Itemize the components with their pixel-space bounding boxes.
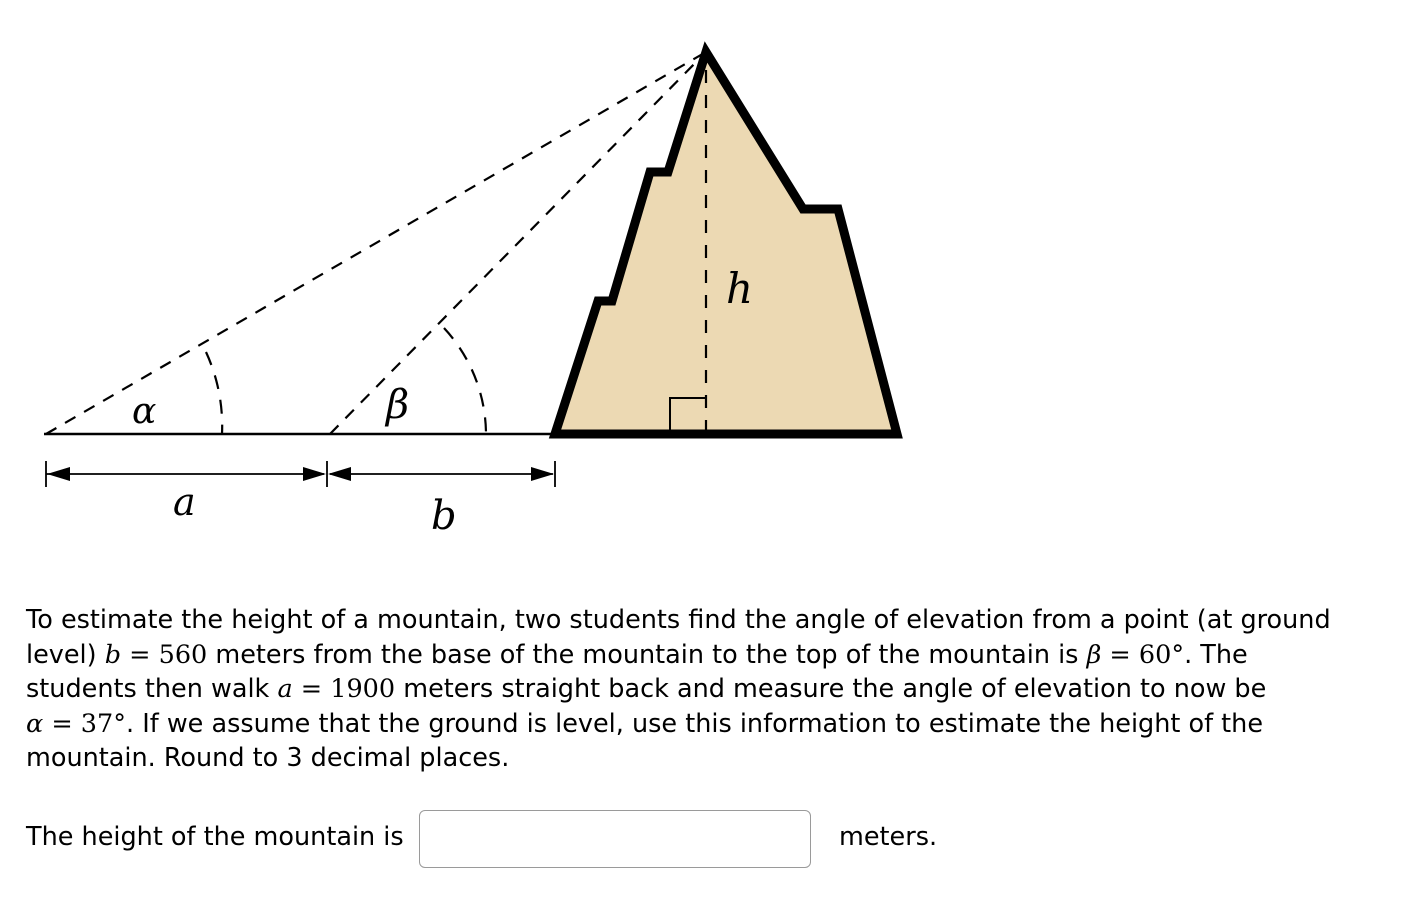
answer-input[interactable] [419, 810, 811, 868]
dimension-a-right-arrow [303, 467, 326, 481]
problem-line-5: mountain. Round to 3 decimal places. [26, 743, 510, 773]
variable-alpha: α [26, 708, 44, 739]
answer-row [26, 810, 1396, 870]
dimension-b-left-arrow [328, 467, 351, 481]
answer-prompt: The height of the mountain is [26, 822, 404, 852]
problem-line-2-middle: meters from the base of the mountain to the top of the mountain is [215, 639, 1087, 670]
problem-line-3-end: meters straight back and measure the angle of elevation to now be [403, 674, 1267, 704]
label-h: h [726, 264, 754, 313]
label-beta: β [386, 382, 410, 428]
label-alpha: α [132, 391, 157, 432]
problem-statement [26, 603, 1396, 776]
dimension-b-right-arrow [531, 467, 554, 481]
variable-a: a [277, 674, 293, 704]
problem-line-1: To estimate the height of a mountain, two students find the angle of elevation from a point (at ground [26, 605, 1331, 635]
variable-b: b [104, 639, 122, 670]
problem-line-2-end: . The [1184, 639, 1248, 670]
angle-arc-alpha [206, 352, 222, 434]
equation-a-value: = 1900 [292, 674, 404, 704]
variable-beta: β [1086, 639, 1102, 670]
problem-line-2-start: level) [26, 639, 105, 670]
label-b: b [431, 493, 457, 539]
angle-arc-beta [444, 328, 486, 434]
equation-alpha-value: = 37° [43, 708, 127, 739]
dimension-a-left-arrow [47, 467, 70, 481]
equation-b-value: = 560 [121, 639, 216, 670]
equation-beta-value: = 60° [1101, 639, 1185, 670]
label-a: a [173, 480, 196, 524]
problem-line-4-end: . If we assume that the ground is level, use this information to estimate the height of the [126, 708, 1264, 739]
problem-line-3-start: students then walk [26, 674, 278, 704]
answer-unit: meters. [839, 822, 938, 852]
